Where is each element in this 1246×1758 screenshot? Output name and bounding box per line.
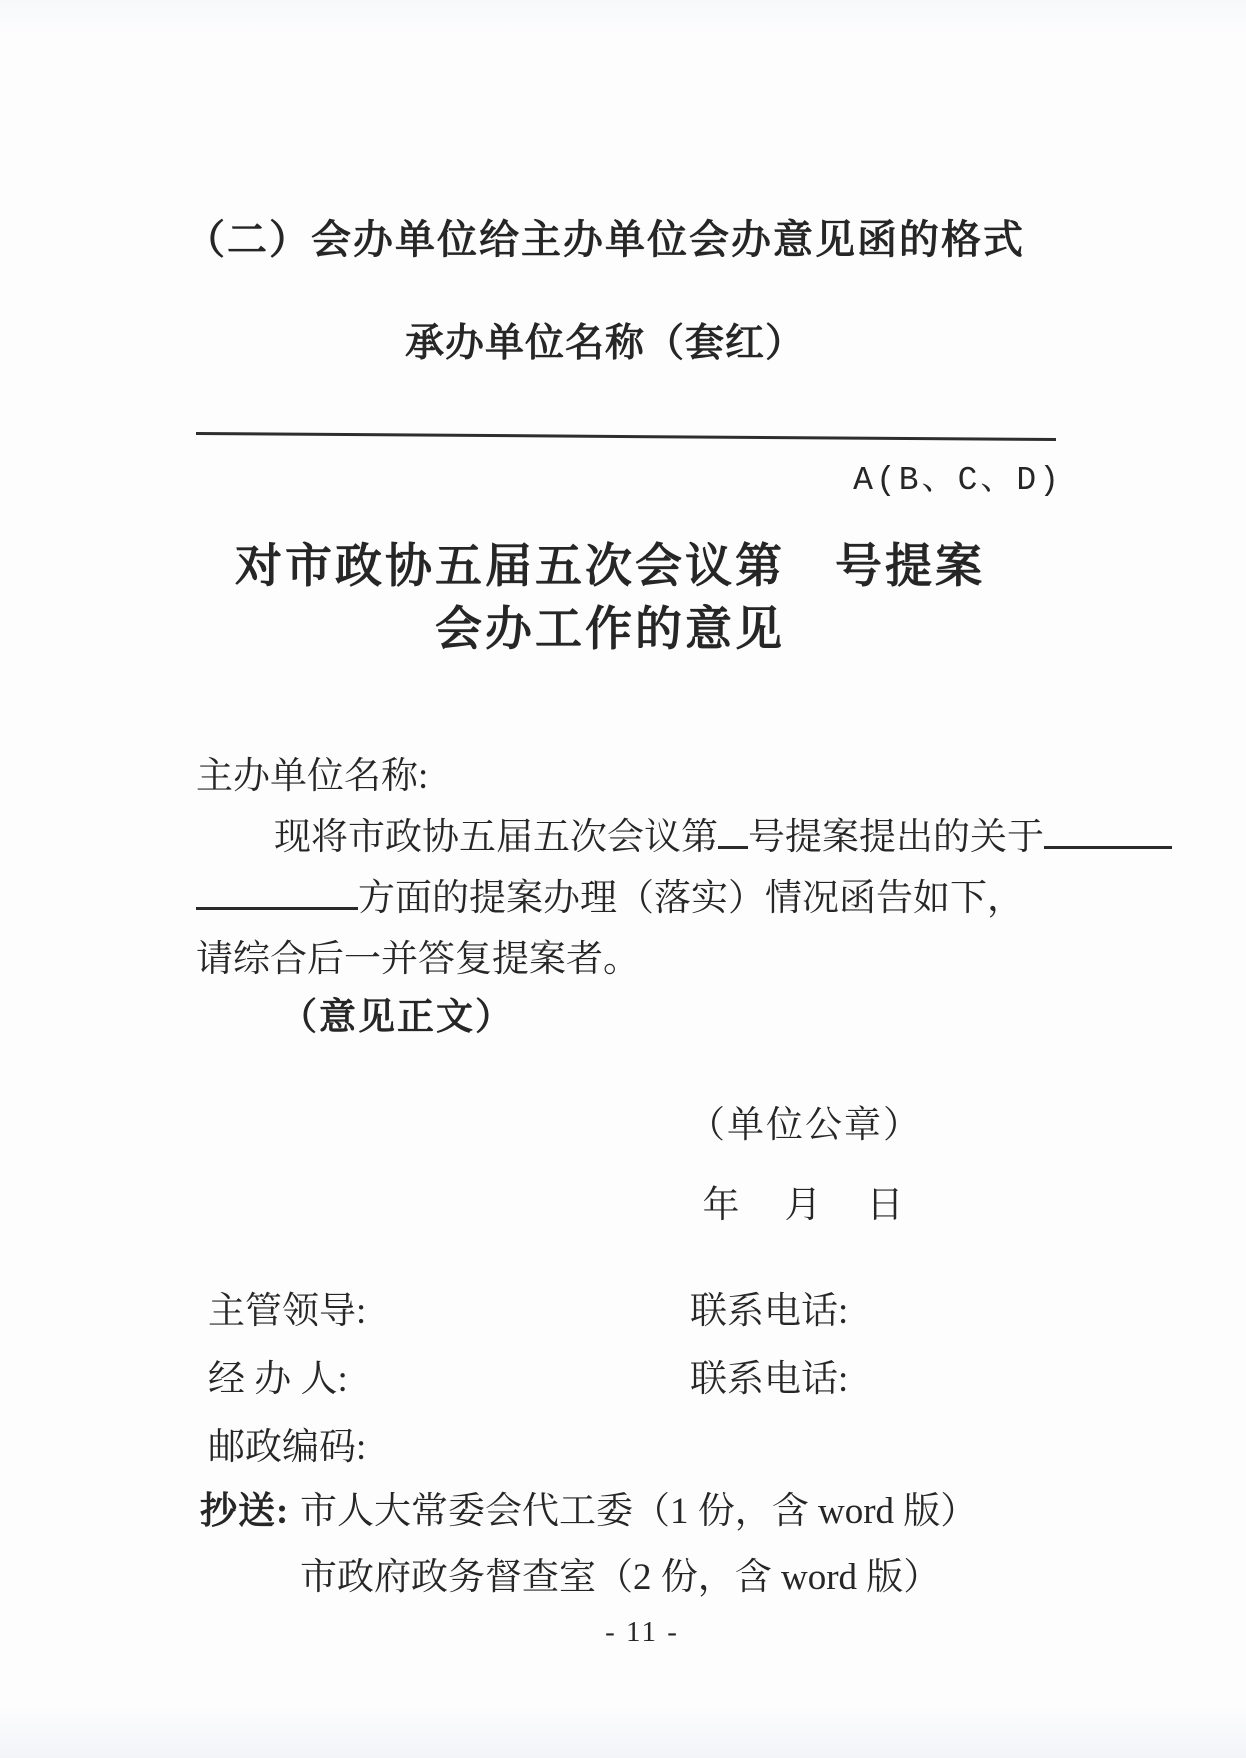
opinion-body-note: （意见正文） [280, 997, 514, 1038]
supervisor-phone-label: 联系电话: [690, 1291, 849, 1332]
topic-blank-line-start [1044, 811, 1172, 849]
handler-label: 经 办 人: [208, 1359, 348, 1400]
unit-seal-note: （单位公章） [688, 1105, 922, 1146]
signoff-block [600, 1094, 1010, 1228]
cc-item-1: 市人大常委会代工委（1 份，含 word 版） [300, 1491, 978, 1532]
cc-item-2: 市政府政务督查室（2 份，含 word 版） [300, 1557, 941, 1598]
proposal-number-blank-line [718, 811, 748, 849]
body-paragraph-3: 请综合后一并答复提案者。 [196, 939, 640, 980]
body-paragraph-2 [196, 867, 1076, 921]
topic-blank-line-continue [196, 872, 358, 910]
para1-text-part1: 现将市政协五届五次会议第 [274, 817, 718, 858]
postal-code-label: 邮政编码: [208, 1427, 367, 1468]
letterhead-divider-line [196, 432, 1056, 441]
cc-label: 抄送: [200, 1491, 290, 1532]
page-number: - 11 - [605, 1616, 679, 1648]
supervisor-label: 主管领导: [208, 1291, 367, 1332]
document-title [130, 536, 1090, 662]
host-unit-label: 主办单位名称: [196, 756, 429, 797]
letterhead-placeholder: 承办单位名称（套红） [404, 322, 805, 365]
document-title-line1: 对市政协五届五次会议第 号提案 [235, 541, 985, 593]
handler-phone-label: 联系电话: [690, 1359, 849, 1400]
para2-text: 方面的提案办理（落实）情况函告如下， [358, 878, 1024, 919]
document-title-line2: 会办工作的意见 [435, 604, 785, 656]
copy-marker: A(B、C、D) [853, 462, 1062, 499]
section-heading: （二）会办单位给主办单位会办意见函的格式 [185, 217, 1025, 262]
para1-text-part2: 号提案提出的关于 [748, 817, 1044, 858]
date-line: 年 月 日 [702, 1185, 908, 1226]
body-paragraph-1 [196, 806, 1154, 860]
